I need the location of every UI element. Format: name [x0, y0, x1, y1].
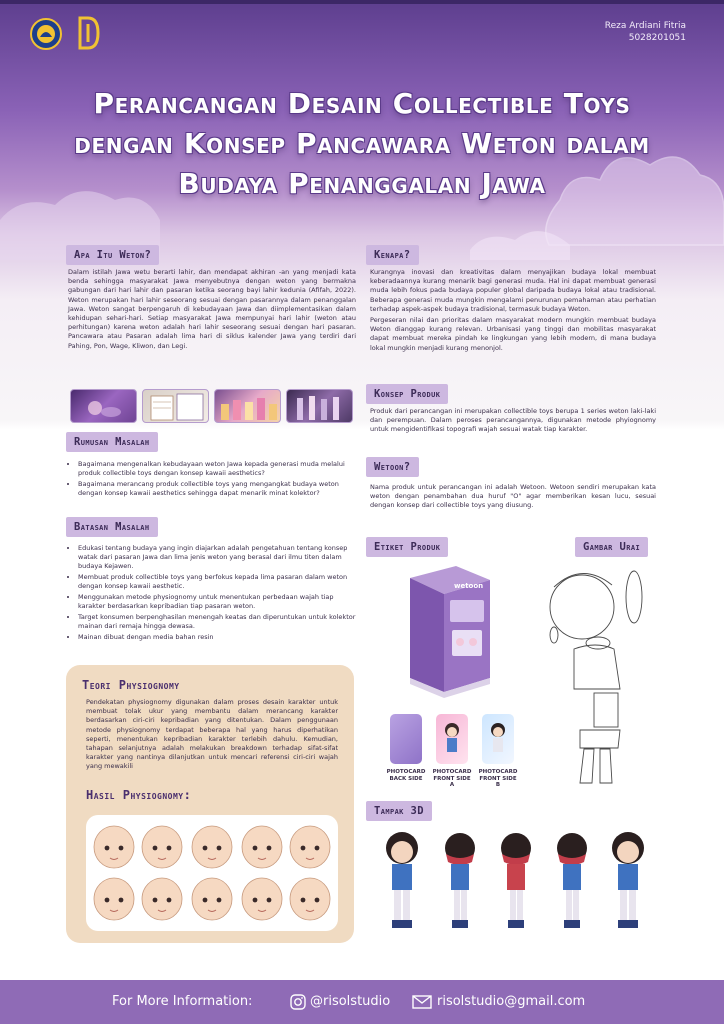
face-illustrations — [86, 815, 338, 931]
caption-photocard-front-b: PHOTOCARD FRONT SIDE B — [478, 769, 518, 788]
section-heading-konsep-produk: Konsep Produk — [366, 384, 448, 404]
wetoon-text: Nama produk untuk perancangan ini adalah Wetoon. Wetoon sendiri merupakan kata weton dengan penambahan dua huruf "O" agar memberikan kesan lucu, sesuai dengan konsep dari collectible toys yang diusung. — [370, 483, 656, 510]
instagram-icon — [290, 994, 306, 1010]
email-icon — [412, 995, 432, 1009]
gallery-photo — [70, 389, 137, 423]
email-link[interactable]: risolstudio@gmail.com — [437, 994, 586, 1009]
author-id: 5028201051 — [628, 33, 686, 43]
list-item: • Membuat produk collectible toys yang berfokus kepada lima pasaran dalam weton dengan konsep kawaii aesthetic. — [78, 573, 356, 591]
section-heading-rumusan-masalah: Rumusan Masalah — [66, 432, 158, 452]
teori-physiognomy-heading: Teori Physiognomy — [82, 678, 180, 692]
gallery-photo — [214, 389, 281, 423]
caption-photocard-front-a: PHOTOCARD FRONT SIDE A — [432, 769, 472, 788]
batasan-masalah-list — [66, 544, 356, 644]
kenapa-text — [370, 268, 656, 355]
list-item: • Menggunakan metode physiognomy untuk menentukan perbedaan wajah tiap karakter berdasarkan kepribadian tiap pasaran weton. — [78, 593, 356, 611]
gallery-photo — [286, 389, 353, 423]
svg-text:wetoon: wetoon — [454, 582, 484, 590]
department-logo — [76, 16, 102, 50]
rumusan-masalah-list — [66, 460, 356, 500]
hasil-physiognomy-heading: Hasil Physiognomy: — [86, 788, 192, 802]
physiognomy-faces-grid — [86, 815, 338, 931]
footer — [0, 980, 724, 1024]
university-logo — [30, 18, 62, 50]
teori-physiognomy-text: Pendekatan physiognomy digunakan dalam proses desain karakter untuk membuat tolak ukur yang membantu dalam merancang karakter berdasarkan ciri-ciri kepribadian yang ditentukan. Dalam penggunaan metode physiognomy terdapat beberapa hal yang harus diperhatikan seperti, menentukan kepribadian karakter terlebih dahulu. Kemudian, tahapan selanjutnya adalah melakukan breakdown terhadap sifat-sifat karakter yang nantinya dilanjutkan untuk mencari referensi ciri-ciri wajah yang mewakili — [86, 698, 338, 771]
gallery-photo — [142, 389, 209, 423]
section-heading-kenapa: Kenapa? — [366, 245, 419, 265]
caption-photocard-back: PHOTOCARD BACK SIDE — [386, 769, 426, 782]
top-strip — [0, 0, 724, 4]
section-heading-apa-itu-weton: Apa Itu Weton? — [66, 245, 159, 265]
author-name: Reza Ardiani Fitria — [604, 21, 686, 31]
section-heading-etiket-produk: Etiket Produk — [366, 537, 448, 557]
photocard-front-b — [482, 714, 514, 764]
photocard-front-a — [436, 714, 468, 764]
section-heading-batasan-masalah: Batasan Masalah — [66, 517, 158, 537]
apa-itu-weton-text: Dalam istilah Jawa wetu berarti lahir, dan mendapat akhiran -an yang menjadi kata benda sehingga masyarakat Jawa menyebutnya dengan weton yang bermakna gabungan dari hari lahir dan pasaran ketika seorang bayi lahir kedunia (Afifah, 2022). Weton merupakan hari lahir seseorang sesuai dengan pasarannya dalam penanggalan Jawa. Weton sangat berpengaruh di kebudayaan Jawa dan diimplementasikan dalam kehidupan sehari-hari. Setiap masyarakat Jawa mempunyai hari lahir (weton atau perhitungan) karena weton adalah hari lahir seseorang sesuai dengan hari pasaran. Pancawara atau Pasaran adalah lima hari di siklus kalender Jawa yang terdiri dari Pahing, Pon, Wage, Kliwon, dan Legi. — [68, 268, 356, 350]
section-heading-wetoon: Wetoon? — [366, 457, 419, 477]
section-heading-tampak-3d: Tampak 3D — [366, 801, 432, 821]
kenapa-paragraph-2: Pergeseran nilai dan prioritas dalam masyarakat modern mungkin membuat budaya Weton dianggap kurang relevan. Urbanisasi yang tinggi dan mobilitas masyarakat dapat membuat mereka pindah ke lingkungan yang lebih modern, di mana budaya lokal mungkin menjadi kurang menonjol. — [370, 316, 656, 352]
poster-title: Perancangan Desain Collectible Toys dengan Konsep Pancawara Weton dalam Budaya Penanggalan Jawa — [74, 87, 650, 200]
character-3d-views — [376, 824, 656, 936]
section-heading-gambar-urai: Gambar Urai — [575, 537, 648, 557]
footer-label: For More Information: — [112, 994, 253, 1009]
author-block — [605, 20, 686, 44]
product-box-illustration — [398, 560, 498, 700]
kenapa-paragraph-1: Kurangnya inovasi dan kreativitas dalam menyajikan budaya lokal membuat keberadaannya kurang menarik bagi generasi muda. Hal ini dapat membuat generasi muda lebih fokus pada budaya populer global daripada budaya lokal atau tradisional. Beberapa generasi muda mungkin mengalami penurunan pemahaman atau perhatian terhadap aspek-aspek budaya tradisional, termasuk budaya Weton. — [370, 268, 656, 313]
list-item: • Mainan dibuat dengan media bahan resin — [78, 633, 356, 642]
list-item: • Target konsumen berpenghasilan menengah keatas dan diperuntukan untuk kolektor mainan dari remaja hingga dewasa. — [78, 613, 356, 631]
list-item: • Bagaimana mengenalkan kebudayaan weton Jawa kepada generasi muda melalui produk collectible toys dengan konsep kawaii aesthetics? — [78, 460, 356, 478]
konsep-produk-text: Produk dari perancangan ini merupakan collectible toys berupa 1 series weton laki-laki dan perempuan. Dalam peroses perancangannya, digunakan metode phyiognomy untuk mengidentifikasi topografi wajah sesuai watak tiap karakter. — [370, 407, 656, 434]
instagram-handle[interactable]: @risolstudio — [310, 994, 391, 1009]
photocard-back — [390, 714, 422, 764]
exploded-view-drawing — [534, 565, 662, 790]
list-item: • Bagaimana merancang produk collectible toys yang mengangkat budaya weton dengan konsep kawaii aesthetics sehingga dapat menarik minat kolektor? — [78, 480, 356, 498]
list-item: • Edukasi tentang budaya yang ingin diajarkan adalah pengetahuan tentang konsep watak dari pasaran Jawa dan lima jenis weton yang berasal dari ilmu titen dalam budaya Kejawen. — [78, 544, 356, 572]
